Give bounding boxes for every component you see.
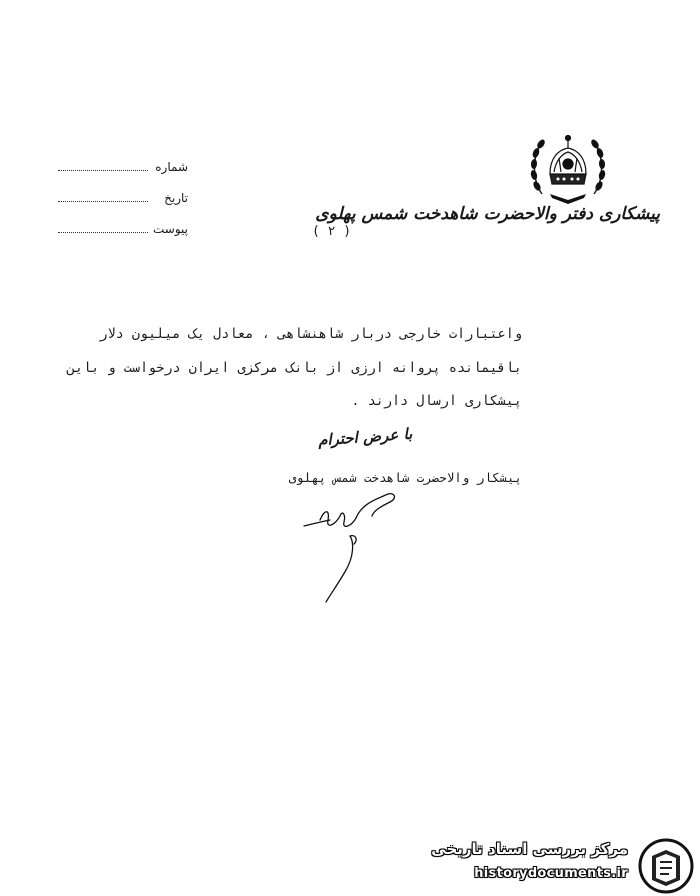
watermark-title: مرکز بررسی اسناد تاریخی (431, 840, 628, 858)
body-line-2: باقیمانده پروانه ارزی از بانک مرکزی ایران درخواست و باین (66, 360, 522, 376)
page-number: ( ۲ ) (312, 224, 352, 239)
watermark-url: historydocuments.ir (474, 866, 628, 881)
handwritten-signature (290, 480, 420, 610)
attachment-dotted-line (58, 232, 148, 233)
organization-name: پیشکاری دفتر والاحضرت شاهدخت شمس پهلوی (315, 204, 660, 224)
number-label: شماره (155, 160, 188, 174)
signatory-title: پیشکار والاحضرت شاهدخت شمس پهلوی (288, 470, 522, 485)
attachment-field (58, 222, 188, 240)
body-line-1: واعتبارات خارجی دربار شاهنشاهی ، معادل یک میلیون دلار (99, 326, 522, 342)
archive-watermark (418, 836, 700, 896)
attachment-label: پیوست (153, 222, 188, 236)
number-field (58, 160, 188, 178)
date-dotted-line (58, 201, 148, 202)
date-field (58, 191, 188, 209)
archive-logo-icon (636, 836, 696, 896)
closing-phrase: با عرض احترام (317, 424, 413, 450)
number-dotted-line (58, 170, 148, 171)
date-label: تاریخ (164, 191, 188, 205)
crown-emblem-icon (528, 128, 608, 206)
body-line-3: پیشکاری ارسال دارند . (351, 393, 522, 409)
